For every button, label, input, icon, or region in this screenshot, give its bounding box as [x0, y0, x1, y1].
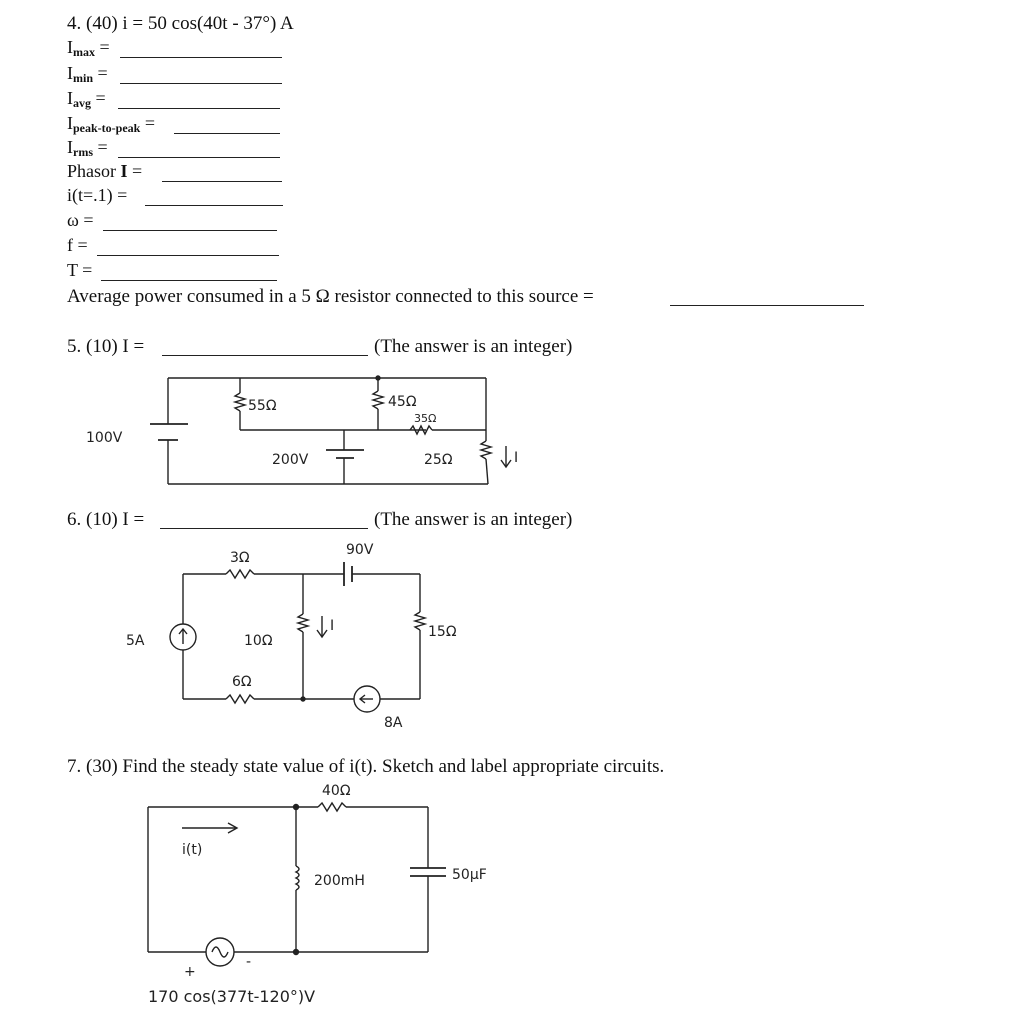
q5-note: (The answer is an integer) — [374, 336, 573, 357]
q4-irms-label: $I_{rms}$ = — [67, 137, 108, 159]
q4-it-label: i(t=.1) = — [67, 185, 128, 205]
q4-iavg-label: $I_{avg}$ = — [67, 88, 106, 110]
q5-label-45: 45Ω — [388, 394, 417, 410]
q6-note: (The answer is an integer) — [374, 509, 573, 530]
q4-ipp-label: $I_{peak-to-peak}$ = — [67, 113, 155, 135]
q7-label-40: 40Ω — [322, 783, 351, 799]
q5-label-25: 25Ω — [424, 452, 453, 468]
q4-phasor-label: Phasor I = — [67, 161, 143, 181]
q6-label-3: 3Ω — [230, 550, 250, 566]
q7-label-source: 170 cos(377t-120°)V — [148, 987, 316, 1006]
q5-label-35: 35Ω — [414, 412, 437, 425]
q7-label-current: i(t) — [182, 842, 203, 858]
q7-text: 7. (30) Find the steady state value of i(t). Sketch and label appropriate circuits. — [67, 756, 665, 777]
q7-ac-source-wave — [212, 947, 228, 957]
q4-power-label: Average power consumed in a 5 Ω resistor connected to this source = — [67, 286, 594, 307]
q7-label-plus: + — [184, 964, 196, 980]
q6-label-8a: 8A — [384, 715, 403, 731]
q6-label-10: 10Ω — [244, 633, 273, 649]
q6-label-90v: 90V — [346, 542, 374, 558]
q6-prefix: 6. (10) I = — [67, 509, 145, 530]
q6-label-current: I — [330, 618, 335, 634]
q5-label-200v: 200V — [272, 452, 309, 468]
q4-imin-label: $I_{min}$ = — [67, 63, 108, 85]
q4-omega-label: ω = — [67, 210, 94, 230]
q7-label-minus: - — [246, 954, 252, 970]
q7-label-200mh: 200mH — [314, 873, 365, 889]
q4-header: 4. (40) i = 50 cos(40t - 37°) A — [67, 13, 294, 34]
q7-resistor-40 — [318, 803, 346, 811]
q5-label-100v: 100V — [86, 430, 123, 446]
q6-label-5a: 5A — [126, 633, 145, 649]
q4-f-label: f = — [67, 235, 88, 255]
q7-label-50uf: 50μF — [452, 867, 487, 883]
q5-label-current: I — [514, 450, 519, 466]
q4-imax-label: $I_{max}$ = — [67, 37, 110, 59]
q6-label-6: 6Ω — [232, 674, 252, 690]
q7-inductor — [296, 866, 299, 890]
q4-T-label: T = — [67, 260, 93, 280]
q6-label-15: 15Ω — [428, 624, 457, 640]
q5-label-55: 55Ω — [248, 398, 277, 414]
q5-prefix: 5. (10) I = — [67, 336, 145, 357]
